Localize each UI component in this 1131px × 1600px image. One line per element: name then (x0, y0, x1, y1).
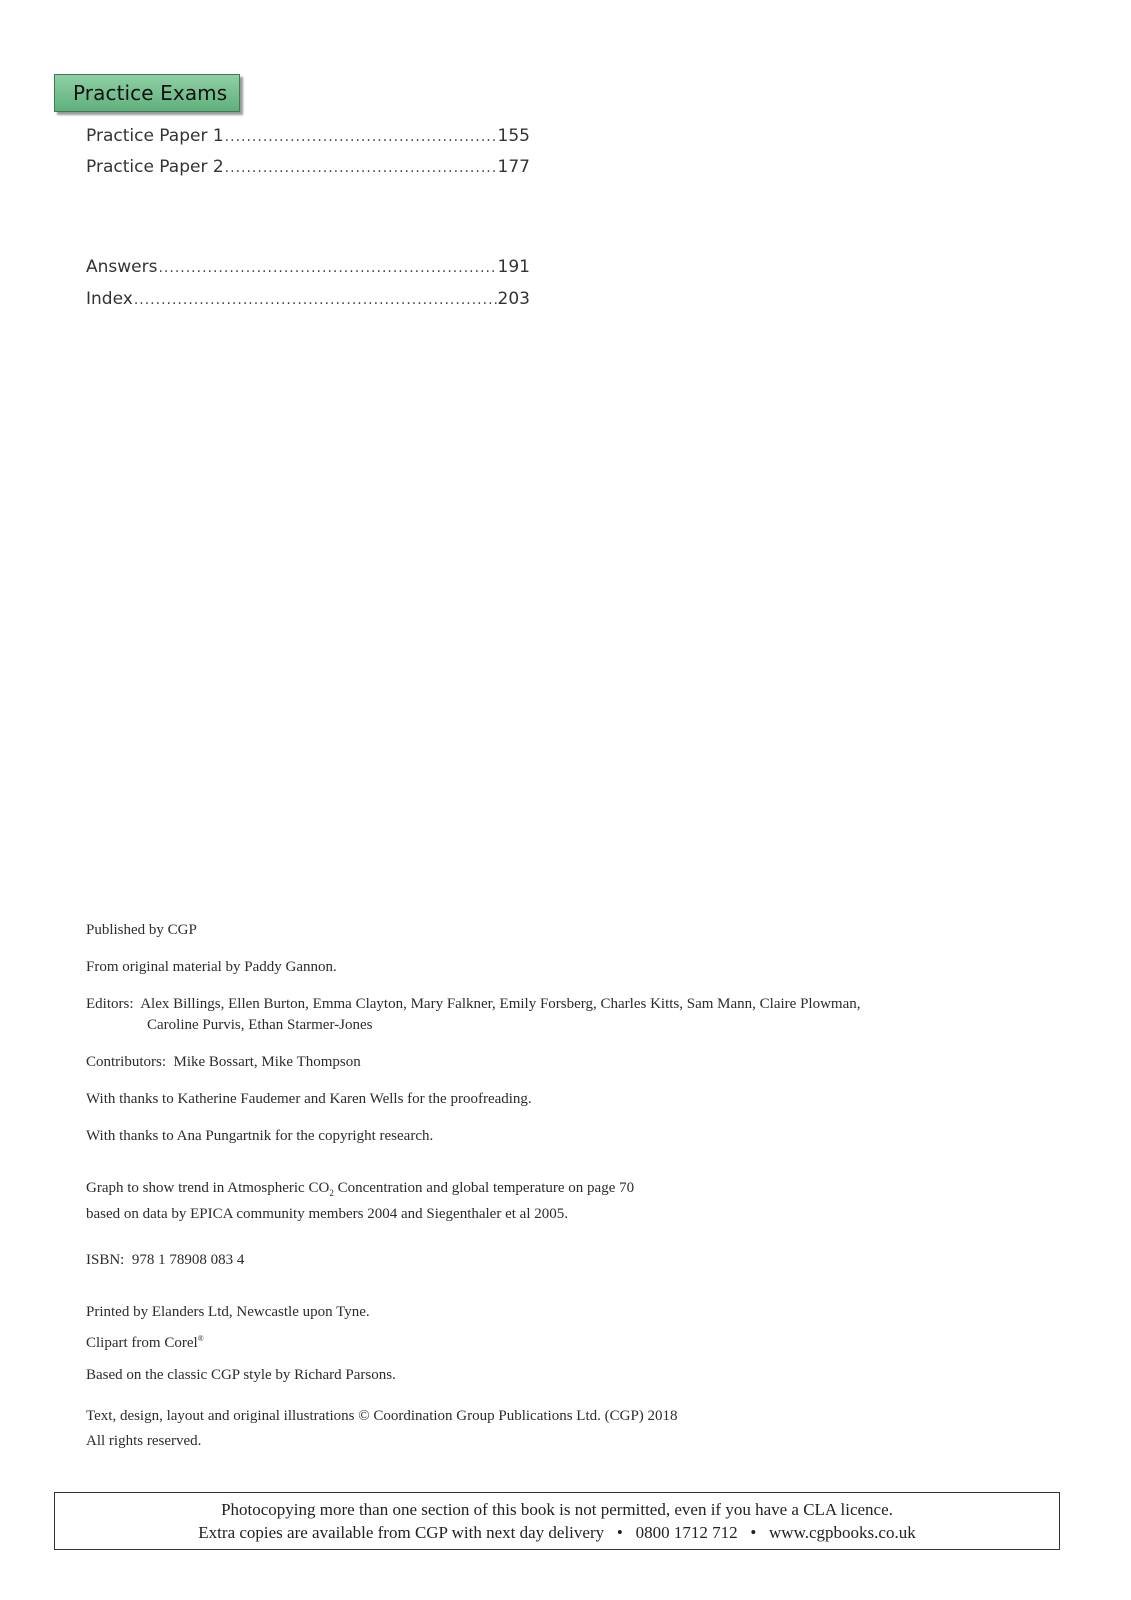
graph-line2: based on data by EPICA community members 2004 and Siegenthaler et al 2005. (86, 1206, 568, 1222)
published-text: Published by CGP (86, 922, 197, 938)
credit-isbn (86, 1250, 1006, 1271)
toc-entry-practice-paper-2[interactable] (86, 157, 530, 181)
thanks-proofreading-text: With thanks to Katherine Faudemer and Karen Wells for the proofreading. (86, 1091, 532, 1107)
editors-names-line2: Caroline Purvis, Ethan Starmer-Jones (147, 1017, 373, 1033)
photocopy-notice-box (54, 1492, 1060, 1550)
toc-leader-dots (158, 260, 496, 276)
credit-clipart (86, 1328, 1006, 1354)
credit-thanks-copyright (86, 1126, 1006, 1147)
credit-graph-source (86, 1178, 1006, 1225)
toc-label: Answers (86, 257, 158, 277)
toc-label: Practice Paper 2 (86, 157, 224, 177)
thanks-copyright-text: With thanks to Ana Pungartnik for the copyright research. (86, 1128, 434, 1144)
credit-editors (86, 994, 1006, 1036)
rights-text: All rights reserved. (86, 1433, 202, 1449)
credit-contributors (86, 1052, 1006, 1073)
photocopy-notice-line1: Photocopying more than one section of this book is not permitted, even if you have a CLA licence. (221, 1500, 893, 1519)
contributors-label: Contributors: (86, 1054, 167, 1070)
contributors-names: Mike Bossart, Mike Thompson (173, 1054, 361, 1070)
clipart-text: Clipart from Corel (86, 1335, 198, 1351)
editors-names-line1: Alex Billings, Ellen Burton, Emma Clayton, Mary Falkner, Emily Forsberg, Charles Kitts, Sam Mann, Claire Plowman, (140, 996, 861, 1012)
section-header-practice-exams (54, 74, 240, 112)
toc-leader-dots (225, 129, 497, 145)
co2-subscript: 2 (329, 1188, 334, 1198)
editors-label: Editors: (86, 996, 134, 1012)
original-text: From original material by Paddy Gannon. (86, 959, 337, 975)
credit-thanks-proofreading (86, 1089, 1006, 1110)
printed-text: Printed by Elanders Ltd, Newcastle upon Tyne. (86, 1304, 370, 1320)
toc-page-number: 155 (497, 126, 530, 146)
graph-line1-start: Graph to show trend in Atmospheric CO (86, 1180, 330, 1196)
toc-page-number: 191 (497, 257, 530, 277)
toc-leader-dots (134, 292, 497, 308)
toc-entry-index[interactable] (86, 289, 530, 313)
toc-leader-dots (225, 160, 497, 176)
toc-entry-answers[interactable] (86, 257, 530, 281)
style-text: Based on the classic CGP style by Richard Parsons. (86, 1367, 396, 1383)
isbn-number: 978 1 78908 083 4 (131, 1252, 245, 1268)
credit-published (86, 920, 1006, 941)
toc-label: Index (86, 289, 133, 309)
registered-mark: ® (197, 1334, 204, 1343)
photocopy-notice-line2: Extra copies are available from CGP with next day delivery • 0800 1712 712 • www.cgpbooks.co.uk (198, 1523, 916, 1542)
toc-page-number: 203 (497, 289, 530, 309)
credit-original (86, 957, 1006, 978)
credit-copyright (86, 1406, 1006, 1452)
isbn-label: ISBN: (86, 1252, 125, 1268)
toc-entry-practice-paper-1[interactable] (86, 126, 530, 150)
credit-style (86, 1365, 1006, 1386)
graph-line1-end: Concentration and global temperature on page 70 (333, 1180, 635, 1196)
copyright-text: Text, design, layout and original illustrations © Coordination Group Publications Ltd. (CGP) 2018 (86, 1408, 678, 1424)
toc-label: Practice Paper 1 (86, 126, 224, 146)
toc-page-number: 177 (497, 157, 530, 177)
section-title: Practice Exams (73, 81, 228, 105)
credit-printed (86, 1302, 1006, 1323)
